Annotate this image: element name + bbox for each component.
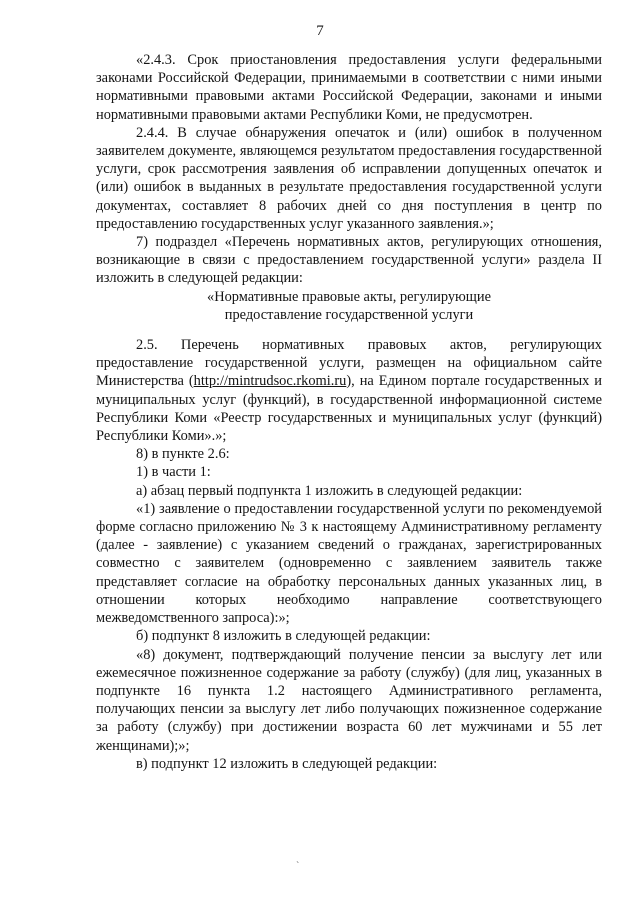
paragraph-subitem-a: а) абзац первый подпункта 1 изложить в следующей редакции:: [136, 482, 523, 499]
spacer: [96, 324, 602, 336]
paragraph-2-5-text-start: 2.5. Перечень нормативных правовых актов, регулирующих предоставление государственной услуги, размещен на официальном сайте Министерства (: [96, 337, 602, 390]
section-heading-line-1: «Нормативные правовые акты, регулирующие: [207, 288, 491, 305]
paragraph-part-1: 1) в части 1:: [136, 464, 211, 481]
paragraph-2-4-4: 2.4.4. В случае обнаружения опечаток и (или) ошибок в полученном заявителем документе, являющемся результатом предоставления государственной услуги, срок рассмотрения заявления об исправлении допущенных опечаток и (или) ошибок в выданных в результате предоставления государственной услуги документах, составляет 8 рабочих дней со дня поступления в центр по предоставлению государственных услуг указанного заявления.»;: [96, 124, 602, 232]
paragraph-2-5: [96, 336, 602, 445]
paragraph-quote-1: «1) заявление о предоставлении государственной услуги по рекомендуемой форме согласно приложению № 3 к настоящему Административному регламенту (далее - заявление) с указанием сведений о гражданах, зарегистрированных совместно с заявителем (одновременно с заявлением заявитель также представляет согласие на обработку персональных данных указанных лиц, в отношении которых необходимо направление соответствующего межведомственного запроса):»;: [96, 500, 602, 627]
paragraph-2-4-3: «2.4.3. Срок приостановления предоставления услуги федеральными законами Российской Федерации, принимаемыми в соответствии с ними иными нормативными правовыми актами Российской Федерации, законами и иными нормативными правовыми актами Республики Коми, не предусмотрен.: [96, 52, 602, 123]
paragraph-subitem-v: в) подпункт 12 изложить в следующей редакции:: [136, 755, 438, 772]
ministry-website-link[interactable]: http://mintrudsoc.rkomi.ru: [193, 373, 347, 390]
paragraph-item-7: 7) подраздел «Перечень нормативных актов, регулирующих отношения, возникающие в связи с предоставлением государственной услуги» раздела II изложить в следующей редакции:: [96, 234, 602, 287]
paragraph-subitem-b: б) подпункт 8 изложить в следующей редакции:: [136, 628, 431, 645]
paragraph-item-8: 8) в пункте 2.6:: [136, 446, 230, 463]
page-number: 7: [316, 23, 324, 39]
scan-mark: `: [296, 861, 300, 872]
section-heading-line-2: предоставление государственной услуги: [224, 306, 474, 323]
paragraph-quote-8: «8) документ, подтверждающий получение пенсии за выслугу лет или ежемесячное пожизненное содержание за работу (службу) (для лиц, указанных в подпункте 16 пункта 1.2 настоящего Административного регламента, получающих пенсии за выслугу лет либо получающих пожизненное содержание за работу (службу) при достижении возраста 60 лет мужчинами и 55 лет женщинами);»;: [96, 646, 602, 754]
document-body: [96, 51, 602, 773]
paragraph-2-5-text-end: ), на Едином портале государственных и муниципальных услуг (функций), в государственной информационной системе Республики Коми «Реестр государственных и муниципальных услуг (функций) Республики Коми».»;: [96, 373, 603, 445]
